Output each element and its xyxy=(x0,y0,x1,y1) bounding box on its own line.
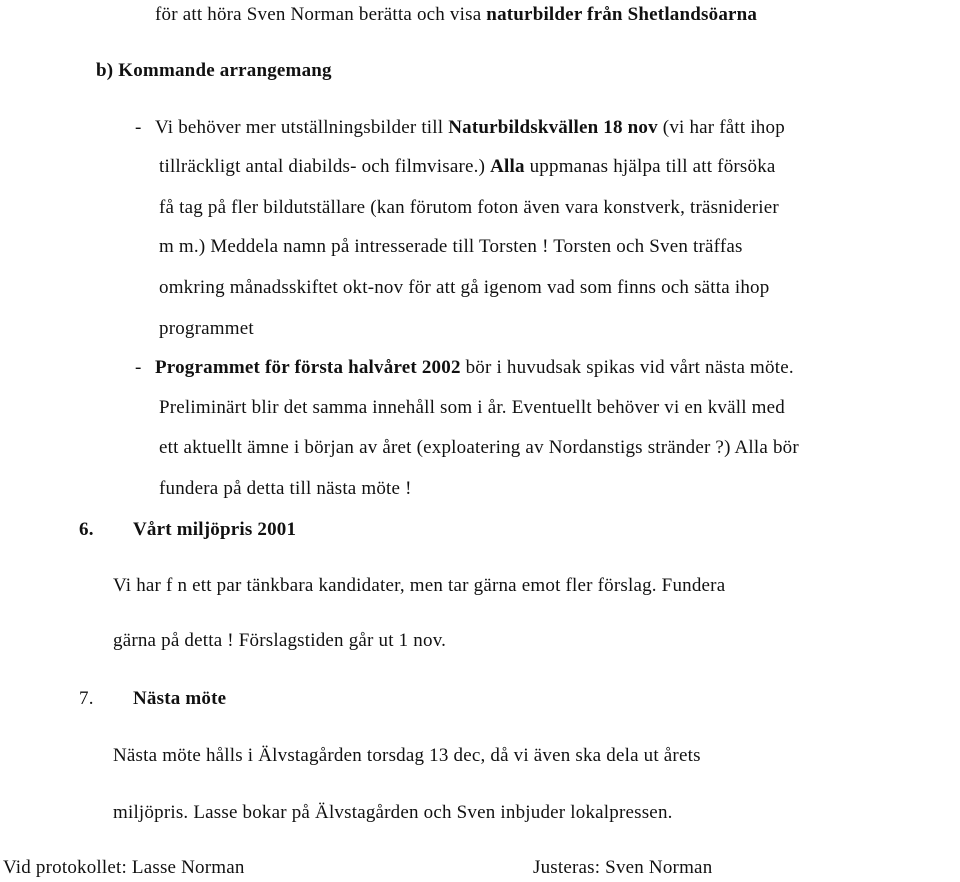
section-6-heading-text: Vårt miljöpris 2001 xyxy=(133,519,297,540)
section-6-number-text: 6. xyxy=(79,519,94,540)
bullet-2-line-1-text: bör i huvudsak spikas vid vårt nästa möte. xyxy=(460,357,794,378)
bullet-1-line-1-text-a: Vi behöver mer utställningsbilder till xyxy=(155,117,449,138)
continuation-text: för att höra Sven Norman berätta och visa xyxy=(155,4,487,25)
bullet-2-line-1-bold: Programmet för första halvåret 2002 xyxy=(155,357,461,378)
section-7-number: 7. xyxy=(79,688,94,709)
section-6-number xyxy=(79,519,94,541)
minutes-taker: Vid protokollet: Lasse Norman xyxy=(3,857,245,878)
continuation-bold-text: naturbilder från Shetlandsöarna xyxy=(486,4,758,25)
bullet-1-line-1-bold: Naturbildskvällen 18 nov xyxy=(448,117,658,138)
bullet-2-line-3: ett aktuellt ämne i början av året (exploatering av Nordanstigs stränder ?) Alla bör xyxy=(159,437,799,458)
bullet-2-line-2: Preliminärt blir det samma innehåll som i år. Eventuellt behöver vi en kväll med xyxy=(159,397,785,418)
section-7-line-2: miljöpris. Lasse bokar på Älvstagården och Sven inbjuder lokalpressen. xyxy=(113,802,673,823)
minutes-checker: Justeras: Sven Norman xyxy=(533,857,713,878)
bullet-2-line-4: fundera på detta till nästa möte ! xyxy=(159,478,412,499)
bullet-1-dash: - xyxy=(135,117,142,138)
section-7-line-1: Nästa möte hålls i Älvstagården torsdag 13 dec, då vi även ska dela ut årets xyxy=(113,745,701,766)
bullet-1-line-2-text-a: tillräckligt antal diabilds- och filmvisare.) xyxy=(159,156,491,177)
bullet-1-line-2-text-b: uppmanas hjälpa till att försöka xyxy=(524,156,776,177)
bullet-2-line-1 xyxy=(155,357,794,379)
bullet-1-line-4: m m.) Meddela namn på intresserade till Torsten ! Torsten och Sven träffas xyxy=(159,236,743,257)
subsection-b-heading-text: b) Kommande arrangemang xyxy=(96,60,332,81)
section-7-heading-text: Nästa möte xyxy=(133,688,227,709)
section-5-continuation-line xyxy=(155,4,757,26)
subsection-b-heading xyxy=(96,60,332,82)
bullet-1-line-1 xyxy=(155,117,785,139)
section-7-heading xyxy=(133,688,226,710)
bullet-1-line-1-text-b: (vi har fått ihop xyxy=(657,117,785,138)
bullet-1-line-2 xyxy=(159,156,776,178)
section-6-line-1: Vi har f n ett par tänkbara kandidater, men tar gärna emot fler förslag. Fundera xyxy=(113,575,726,596)
section-6-line-2: gärna på detta ! Förslagstiden går ut 1 nov. xyxy=(113,630,447,651)
section-6-heading xyxy=(133,519,296,541)
bullet-1-line-5: omkring månadsskiftet okt-nov för att gå igenom vad som finns och sätta ihop xyxy=(159,277,770,298)
bullet-1-line-3: få tag på fler bildutställare (kan förutom foton även vara konstverk, träsniderier xyxy=(159,197,779,218)
bullet-2-dash: - xyxy=(135,357,142,378)
bullet-1-line-2-bold: Alla xyxy=(490,156,525,177)
bullet-1-line-6: programmet xyxy=(159,318,254,339)
